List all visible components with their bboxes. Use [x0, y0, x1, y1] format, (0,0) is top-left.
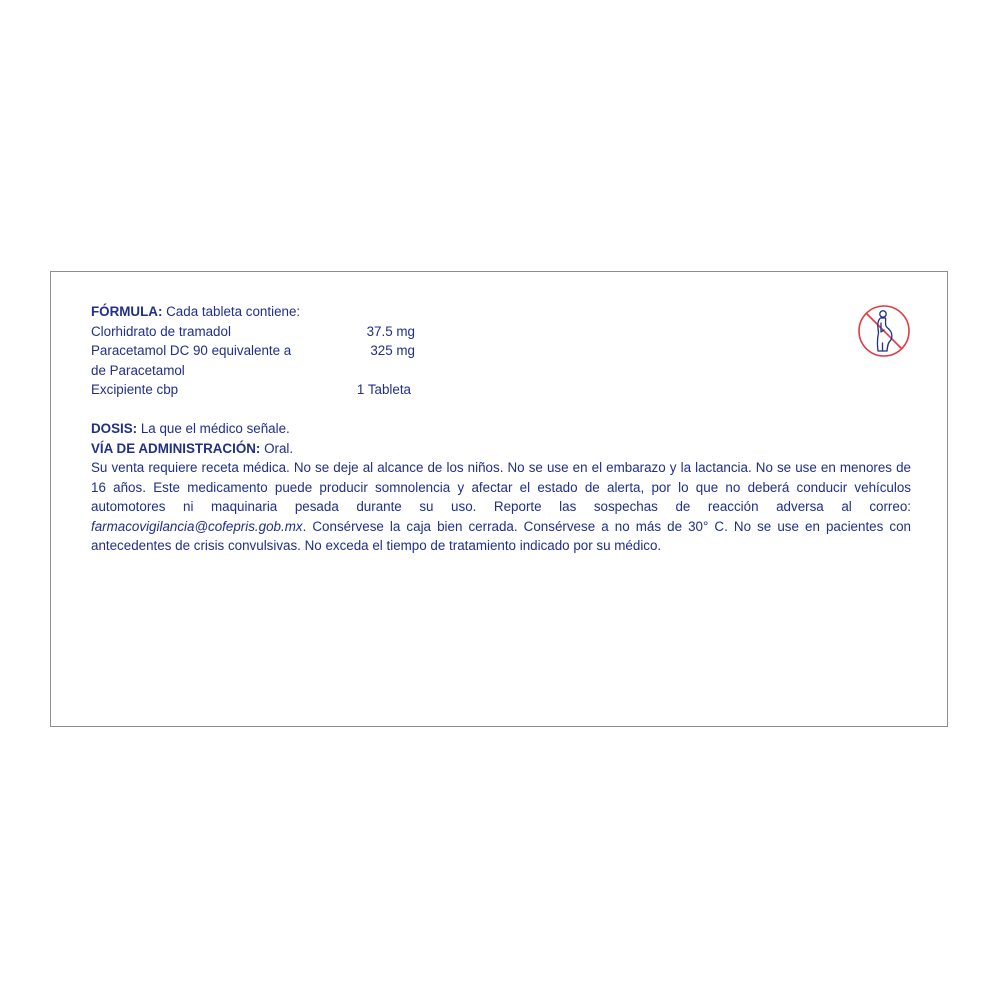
- formula-row: [91, 322, 911, 342]
- dosis-line: [91, 419, 911, 439]
- formula-row: [91, 341, 911, 361]
- ingredient-value: 37.5 mg: [366, 323, 415, 339]
- label-content: [91, 302, 911, 556]
- pharmacovigilance-email: farmacovigilancia@cofepris.gob.mx: [91, 518, 303, 534]
- formula-heading-line: [91, 302, 911, 322]
- warnings-text-end: . Consérvese la caja bien cerrada. Consérvese a no más de 30° C. No se use en pacientes con antecedentes de crisis convulsivas. No exceda el tiempo de tratamiento indicado por su médico.: [91, 518, 911, 553]
- medication-label-panel: [50, 271, 948, 727]
- ingredient-name: Paracetamol DC 90 equivalente a: [91, 343, 292, 358]
- ingredient-name: Excipiente cbp: [91, 382, 179, 397]
- dosis-heading: DOSIS:: [91, 421, 138, 436]
- via-heading: VÍA DE ADMINISTRACIÓN:: [91, 440, 261, 456]
- no-pregnancy-icon: [856, 303, 912, 359]
- via-text: Oral.: [260, 440, 294, 456]
- warnings-text: Su venta requiere receta médica. No se deje al alcance de los niños. No se use en el embarazo y la lactancia. No se use en menores de 16 años. Este medicamento puede producir somnolencia y afectar el estado de alerta, por lo que no deberá conducir vehículos automotores ni maquinaria pesada durante su uso. Reporte las sospechas de reacción adversa al correo:: [91, 460, 911, 514]
- ingredient-name: Clorhidrato de tramadol: [91, 323, 231, 339]
- ingredient-value: 325 mg: [370, 343, 415, 358]
- ingredient-name: de Paracetamol: [91, 362, 185, 378]
- formula-row: [91, 361, 911, 381]
- formula-intro: Cada tableta contiene:: [162, 304, 301, 319]
- ingredient-value: 1 Tableta: [356, 382, 411, 397]
- section-spacer: [91, 400, 911, 420]
- dosis-text: La que el médico señale.: [137, 421, 290, 436]
- formula-row: [91, 380, 911, 400]
- warnings-paragraph: [91, 458, 911, 556]
- via-administracion-line: [91, 439, 911, 459]
- formula-heading: FÓRMULA:: [91, 304, 163, 319]
